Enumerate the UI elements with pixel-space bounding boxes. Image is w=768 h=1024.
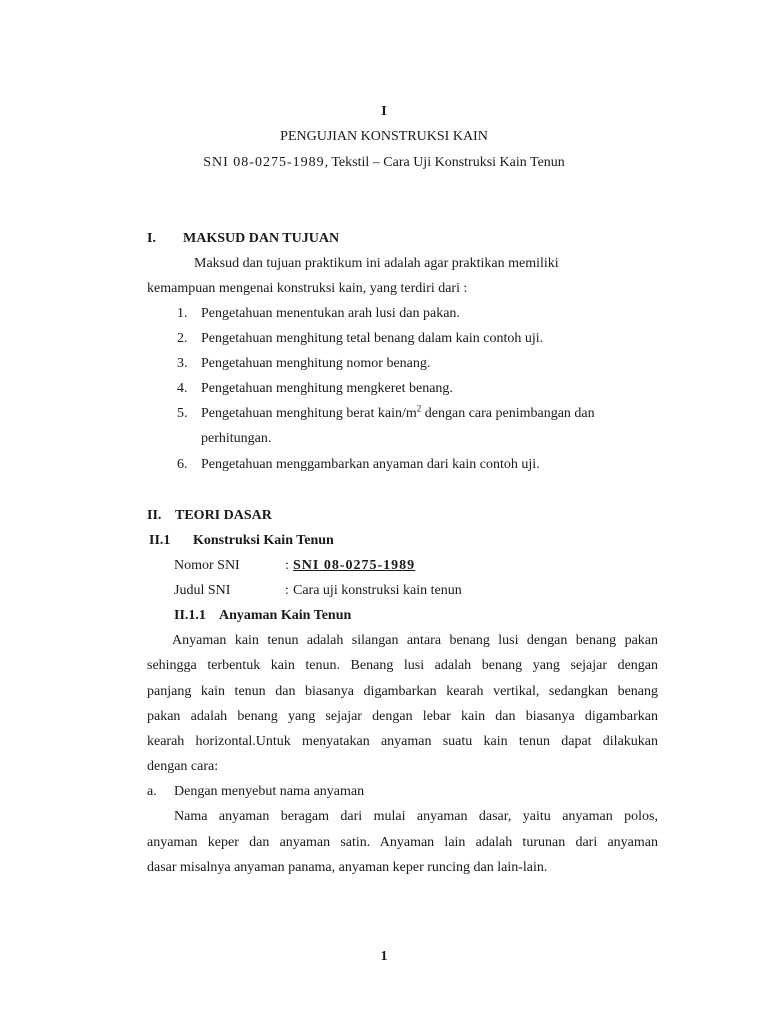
paragraph-line: panjang kain tenun dan biasanya digambarkan kearah vertikal, sedangkan benang bbox=[147, 684, 658, 699]
sni-title-label: Judul SNI bbox=[174, 583, 231, 598]
paragraph-line: kearah horizontal.Untuk menyatakan anyaman suatu kain tenun dapat dilakukan bbox=[147, 734, 658, 749]
list-item-number: 6. bbox=[177, 457, 188, 472]
paragraph-line: dasar misalnya anyaman panama, anyaman keper runcing dan lain-lain. bbox=[147, 860, 548, 875]
list-item-number: 2. bbox=[177, 331, 188, 346]
paragraph-line: dengan cara: bbox=[147, 759, 219, 774]
point-a-text: Dengan menyebut nama anyaman bbox=[174, 784, 365, 799]
sni-number-label: Nomor SNI bbox=[174, 558, 240, 573]
superscript: 2 bbox=[416, 403, 422, 414]
list-item: Pengetahuan menghitung nomor benang. bbox=[201, 356, 431, 371]
list-item: Pengetahuan menghitung tetal benang dalam kain contoh uji. bbox=[201, 331, 544, 346]
subsubsection-number: II.1.1 bbox=[174, 608, 206, 623]
list-item-number: 4. bbox=[177, 381, 188, 396]
paragraph-line: Nama anyaman beragam dari mulai anyaman dasar, yaitu anyaman polos, bbox=[174, 809, 658, 824]
list-item: Pengetahuan menghitung berat kain/$m^2$ dengan cara penimbangan dan bbox=[201, 403, 595, 421]
list-item-continuation: perhitungan. bbox=[201, 431, 272, 446]
paragraph-line: anyaman keper dan anyaman satin. Anyaman lain adalah turunan dari anyaman bbox=[147, 835, 658, 850]
sni-number-colon: : bbox=[285, 558, 289, 573]
section1-para-line1: Maksud dan tujuan praktikum ini adalah agar praktikan memiliki bbox=[194, 256, 559, 271]
section1-para-line2: kemampuan mengenai konstruksi kain, yang terdiri dari : bbox=[147, 281, 468, 296]
subsection-number: II.1 bbox=[149, 533, 171, 548]
paragraph-line: sehingga terbentuk kain tenun. Benang lusi adalah benang yang sejajar dengan bbox=[147, 658, 658, 673]
sni-title-value: Cara uji konstruksi kain tenun bbox=[293, 583, 462, 598]
subtitle-rest: , Tekstil – Cara Uji Konstruksi Kain Tenun bbox=[324, 155, 565, 170]
list-item-number: 3. bbox=[177, 356, 188, 371]
section2-title: TEORI DASAR bbox=[175, 508, 272, 523]
section2-number: II. bbox=[147, 508, 162, 523]
sni-number-value: SNI 08-0275-1989 bbox=[293, 558, 416, 573]
paragraph-line: Anyaman kain tenun adalah silangan antara benang lusi dengan benang pakan bbox=[172, 633, 658, 648]
page-number: 1 bbox=[380, 949, 388, 964]
subsection-title: Konstruksi Kain Tenun bbox=[193, 533, 334, 548]
document-subtitle bbox=[0, 154, 768, 172]
list-item: Pengetahuan menggambarkan anyaman dari kain contoh uji. bbox=[201, 457, 540, 472]
chapter-roman: I bbox=[381, 104, 387, 119]
subsubsection-title: Anyaman Kain Tenun bbox=[219, 608, 352, 623]
list-item: Pengetahuan menghitung mengkeret benang. bbox=[201, 381, 453, 396]
section1-number: I. bbox=[147, 231, 156, 246]
list-item-number: 1. bbox=[177, 306, 188, 321]
sni-title-colon: : bbox=[285, 583, 289, 598]
list-item-number: 5. bbox=[177, 406, 188, 421]
point-a-label: a. bbox=[147, 784, 157, 799]
section1-title: MAKSUD DAN TUJUAN bbox=[183, 231, 340, 246]
paragraph-line: pakan adalah benang yang sejajar dengan lebar kain dan biasanya digambarkan bbox=[147, 709, 658, 724]
list-item: Pengetahuan menentukan arah lusi dan pakan. bbox=[201, 306, 460, 321]
subtitle-code: SNI 08-0275-1989 bbox=[203, 155, 325, 170]
document-title: PENGUJIAN KONSTRUKSI KAIN bbox=[280, 129, 488, 144]
